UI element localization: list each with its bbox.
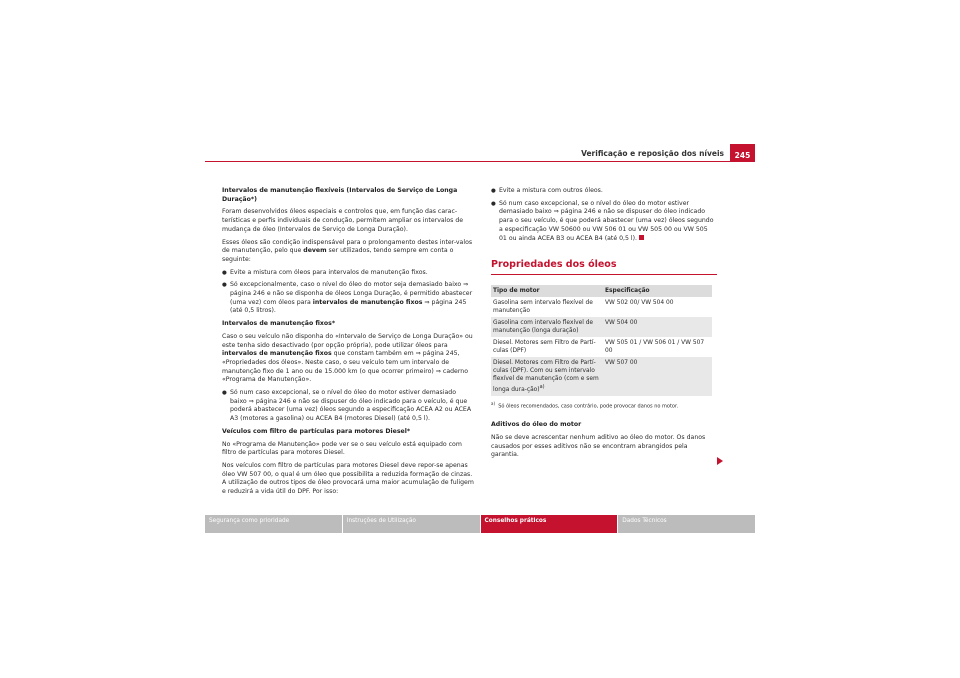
bullet-item: ● Só excepcionalmente, caso o nível do óleo do motor seja demasiado baixo ⇒ página 246 e não se disponha de óleos Longa Duração, é permitido abastecer (uma vez) com óleos para intervalos de manutenção fixos ⇒ página 245 (até 0,5 litros). xyxy=(222,281,474,316)
paragraph: Esses óleos são condição indispensável para o prolongamento destes inter-valos de manutenção, pelo que devem ser utilizados, tendo sempre em conta o seguinte: xyxy=(222,238,473,263)
dpf-heading: Veículos com filtro de partículas para motores Diesel* xyxy=(222,427,411,435)
left-column xyxy=(222,187,474,501)
tab-practical-tips[interactable]: Conselhos práticos xyxy=(481,515,618,533)
oil-properties-heading: Propriedades dos óleos xyxy=(491,259,617,271)
table-header-specification: Especificação xyxy=(603,285,712,297)
tab-operating-instructions[interactable]: Instruções de Utilização xyxy=(343,515,480,533)
footnote-ref: a) xyxy=(539,383,545,390)
header-rule xyxy=(205,161,755,162)
paragraph: Foram desenvolvidos óleos especiais e controlos que, em função das carac-terísticas e perfis individuais de condução, permitem ampliar os intervalos de mudança de óleo (Intervalos de Serviço de Longa Duração). xyxy=(222,208,464,233)
paragraph: No «Programa de Manutenção» pode ver se o seu veículo está equipado com filtro de partículas para motores Diesel. xyxy=(222,440,462,457)
table-row: Diesel. Motores sem Filtro de Partí-culas (DPF) VW 505 01 / VW 506 01 / VW 507 00 xyxy=(493,339,705,354)
paragraph: Caso o seu veículo não disponha do «Intervalo de Serviço de Longa Duração» ou este tenha sido desactivado (por opção própria), pode utilizar óleos para intervalos de manutenção fixos que constam também em ⇒ página 245, «Propriedades dos óleos». Neste caso, o seu veículo tem um intervalo de manutenção fixo de 1 ano ou de 15.000 km (o que ocorrer primeiro) ⇒ caderno «Programa de Manutenção». xyxy=(222,332,473,384)
page-header-title: Verificação e reposição dos níveis xyxy=(581,149,724,158)
fixed-intervals-heading: Intervalos de manutenção fixos* xyxy=(222,320,336,328)
table-row: Gasolina com intervalo flexível de manutenção (longa duração) VW 504 00 xyxy=(491,317,712,337)
table-row: Gasolina sem intervalo flexível de manutenção VW 502 00/ VW 504 00 xyxy=(493,299,674,314)
bullet-item: ● Evite a mistura com óleos para intervalos de manutenção fixos. xyxy=(222,269,474,278)
table-footnote: $^{a)}$ Só óleos recomendados, caso contrário, pode provocar danos no motor. xyxy=(491,400,679,410)
table-row: Diesel. Motores com Filtro de Partí-culas (DPF). Com ou sem intervalo flexível de manutenção (com e sem longa dura-ção)$^{a)}$ VW 507 00 xyxy=(491,357,712,396)
paragraph: Nos veículos com filtro de partículas para motores Diesel deve repor-se apenas óleo VW 507 00, o qual é um óleo que possibilita a reduzida formação de cinzas. A utilização de outros tipos de óleo provocará uma maior acumulação de fuligem e reduzirá a vida útil do DPF. Por isso: xyxy=(222,461,474,496)
page-number-badge: 245 xyxy=(730,144,755,162)
bullet-item: ● Evite a mistura com outros óleos. xyxy=(491,187,717,196)
section-rule xyxy=(491,274,717,275)
oil-spec-table xyxy=(491,285,712,396)
additives-heading: Aditivos do óleo do motor xyxy=(491,421,582,429)
bullet-item: ● Só num caso excepcional, se o nível do óleo do motor estiver demasiado baixo ⇒ página 246 e não se dispuser do óleo indicado para o seu veículo, é que poderá abastecer (uma vez) óleos segundo a especificação VW 50600 ou VW 506 01 ou VW 505 00 ou VW 505 01 ou ainda ACEA B3 ou ACEA B4 (até 0,5 l). xyxy=(491,200,717,244)
right-column xyxy=(491,187,717,464)
end-of-section-marker xyxy=(639,235,644,240)
tab-safety[interactable]: Segurança como prioridade xyxy=(205,515,342,533)
tab-technical-data[interactable]: Dados Técnicos xyxy=(618,515,755,533)
paragraph: Não se deve acrescentar nenhum aditivo ao óleo do motor. Os danos causados por esses aditivos não se encontram abrangidos pela garantia. xyxy=(491,433,706,459)
bullet-item: ● Só num caso excepcional, se o nível do óleo do motor estiver demasiado baixo ⇒ página 246 e não se dispuser do óleo indicado para o veículo, é que poderá abastecer (uma vez) óleos segundo a especificação ACEA A2 ou ACEA A3 (motores a gasolina) ou ACEA B4 (motores Diesel) (até 0,5 l). xyxy=(222,389,474,424)
continue-arrow-icon xyxy=(717,457,723,465)
flexible-intervals-heading: Intervalos de manutenção flexíveis (Intervalos de Serviço de Longa Duração*) xyxy=(222,187,458,203)
chapter-tabs xyxy=(205,515,755,533)
table-header-engine-type: Tipo de motor xyxy=(491,285,603,297)
